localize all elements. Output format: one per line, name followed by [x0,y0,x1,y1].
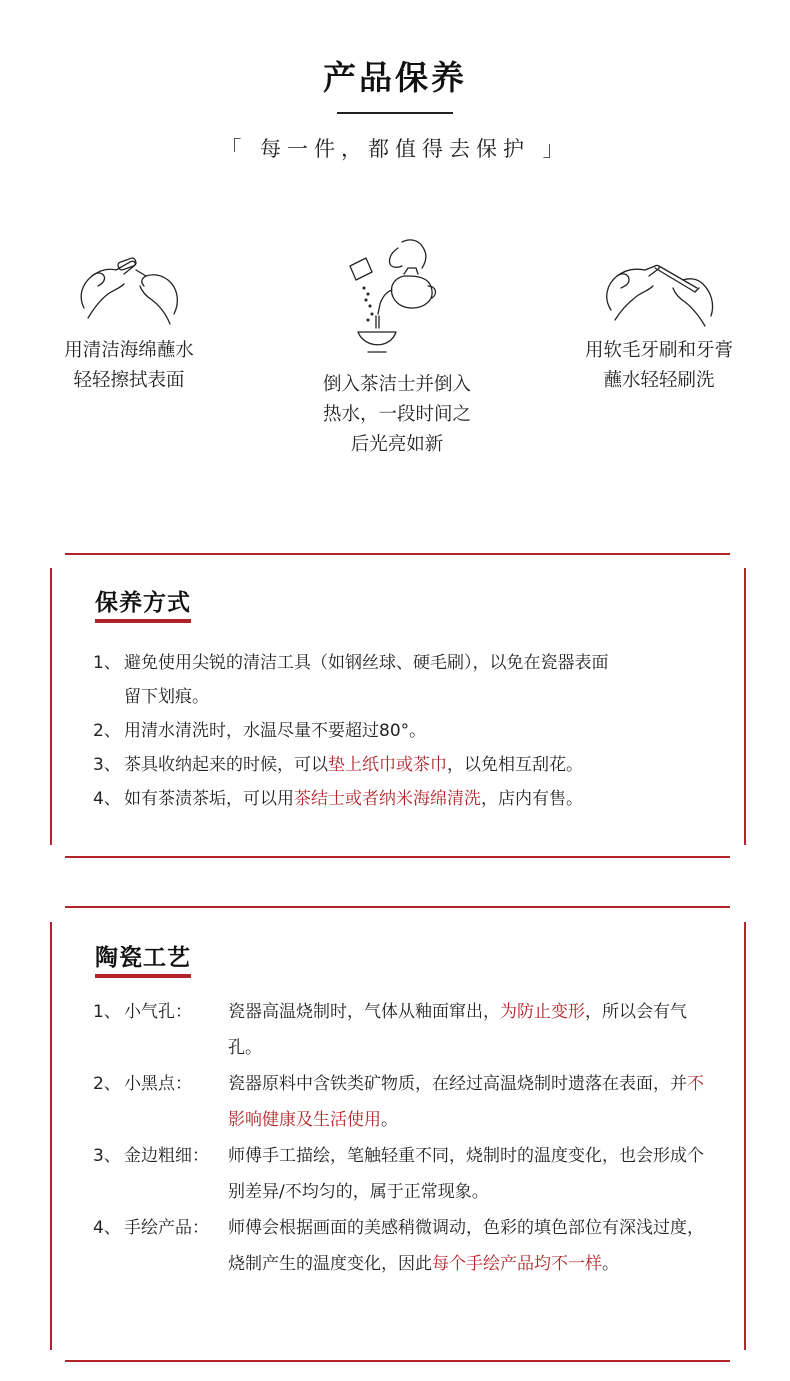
list-item [93,994,713,1066]
care-step-brush [549,248,769,396]
item-text: 茶具收纳起来的时候，可以 [124,755,328,775]
item-number: 4、 [93,789,121,809]
list-item [93,1210,713,1282]
item-term: 小气孔： [124,1002,192,1022]
item-term: 手绘产品： [124,1218,209,1238]
item-text: 瓷器高温烧制时，气体从釉面窜出， [228,1002,500,1022]
hands-brushing-icon [599,248,719,328]
page-subtitle: 「 每一件，都值得去保护 」 [220,137,570,161]
item-continuation: 留下划痕。 [124,687,209,707]
item-highlight: 不影响健康及生活使用 [228,1074,704,1130]
panel-top-rule [65,553,730,555]
craft-list [93,994,713,1282]
panel-right-rule [744,568,746,845]
section-heading-craft: 陶瓷工艺 [95,943,191,978]
maintenance-list [93,646,713,816]
list-item [93,1066,713,1138]
item-text: 用清水清洗时，水温尽量不要超过80°。 [124,721,427,741]
item-number: 3、 [93,755,121,775]
item-highlight: 垫上纸巾或茶巾 [328,755,447,775]
panel-top-rule [65,906,730,908]
care-step-text: 用软毛牙刷和牙膏 蘸水轻轻刷洗 [584,340,733,391]
item-term: 小黑点： [124,1074,192,1094]
panel-left-rule [50,568,52,845]
care-step-text: 用清洁海绵蘸水 轻轻擦拭表面 [64,340,194,391]
item-number: 2、 [93,1074,121,1094]
item-text-post: 。 [602,1254,619,1274]
item-body: 师傅手工描绘，笔触轻重不同，烧制时的温度变化，也会形成个别差异/不均匀的，属于正常现象。 [228,1146,704,1202]
item-text: 瓷器原料中含铁类矿物质，在经过高温烧制时遗落在表面，并 [228,1074,687,1094]
list-item [93,1138,713,1210]
title-divider [337,112,453,114]
item-number: 1、 [93,1002,121,1022]
list-item [93,646,713,680]
panel-left-rule [50,922,52,1350]
panel-bottom-rule [65,1360,730,1362]
item-body [228,1210,713,1282]
item-text-post: ，店内有售。 [481,789,583,809]
item-text-post: ，所以会有气孔。 [228,1002,687,1058]
item-body [228,1066,713,1138]
item-text-post: ，以免相互刮花。 [447,755,583,775]
care-step-pour [287,236,507,460]
care-step-text: 倒入茶洁士并倒入 热水，一段时间之 后光亮如新 [322,374,471,455]
item-number: 2、 [93,721,121,741]
pouring-teapot-cleaner-icon [342,236,452,362]
list-item [93,748,713,782]
section-heading-maintenance: 保养方式 [95,588,191,623]
item-highlight: 每个手绘产品均不一样 [432,1254,602,1274]
item-number: 4、 [93,1218,121,1238]
list-item [93,782,713,816]
item-highlight: 茶结士或者纳米海绵清洗 [294,789,481,809]
care-step-sponge [19,248,239,396]
item-number: 1、 [93,653,121,673]
list-item [93,714,713,748]
item-text: 如有茶渍茶垢，可以用 [124,789,294,809]
hands-wiping-sponge-icon [74,248,184,328]
item-text-post: 。 [381,1110,398,1130]
item-term: 金边粗细： [124,1146,209,1166]
item-number: 3、 [93,1146,121,1166]
page-title: 产品保养 [323,58,467,97]
item-body [228,994,713,1066]
panel-bottom-rule [65,856,730,858]
item-text: 避免使用尖锐的清洁工具（如钢丝球、硬毛刷），以免在瓷器表面 [124,653,609,673]
panel-right-rule [744,922,746,1350]
item-highlight: 为防止变形 [500,1002,585,1022]
item-text: 师傅会根据画面的美感稍微调动，色彩的填色部位有深浅过度，烧制产生的温度变化，因此 [228,1218,704,1274]
